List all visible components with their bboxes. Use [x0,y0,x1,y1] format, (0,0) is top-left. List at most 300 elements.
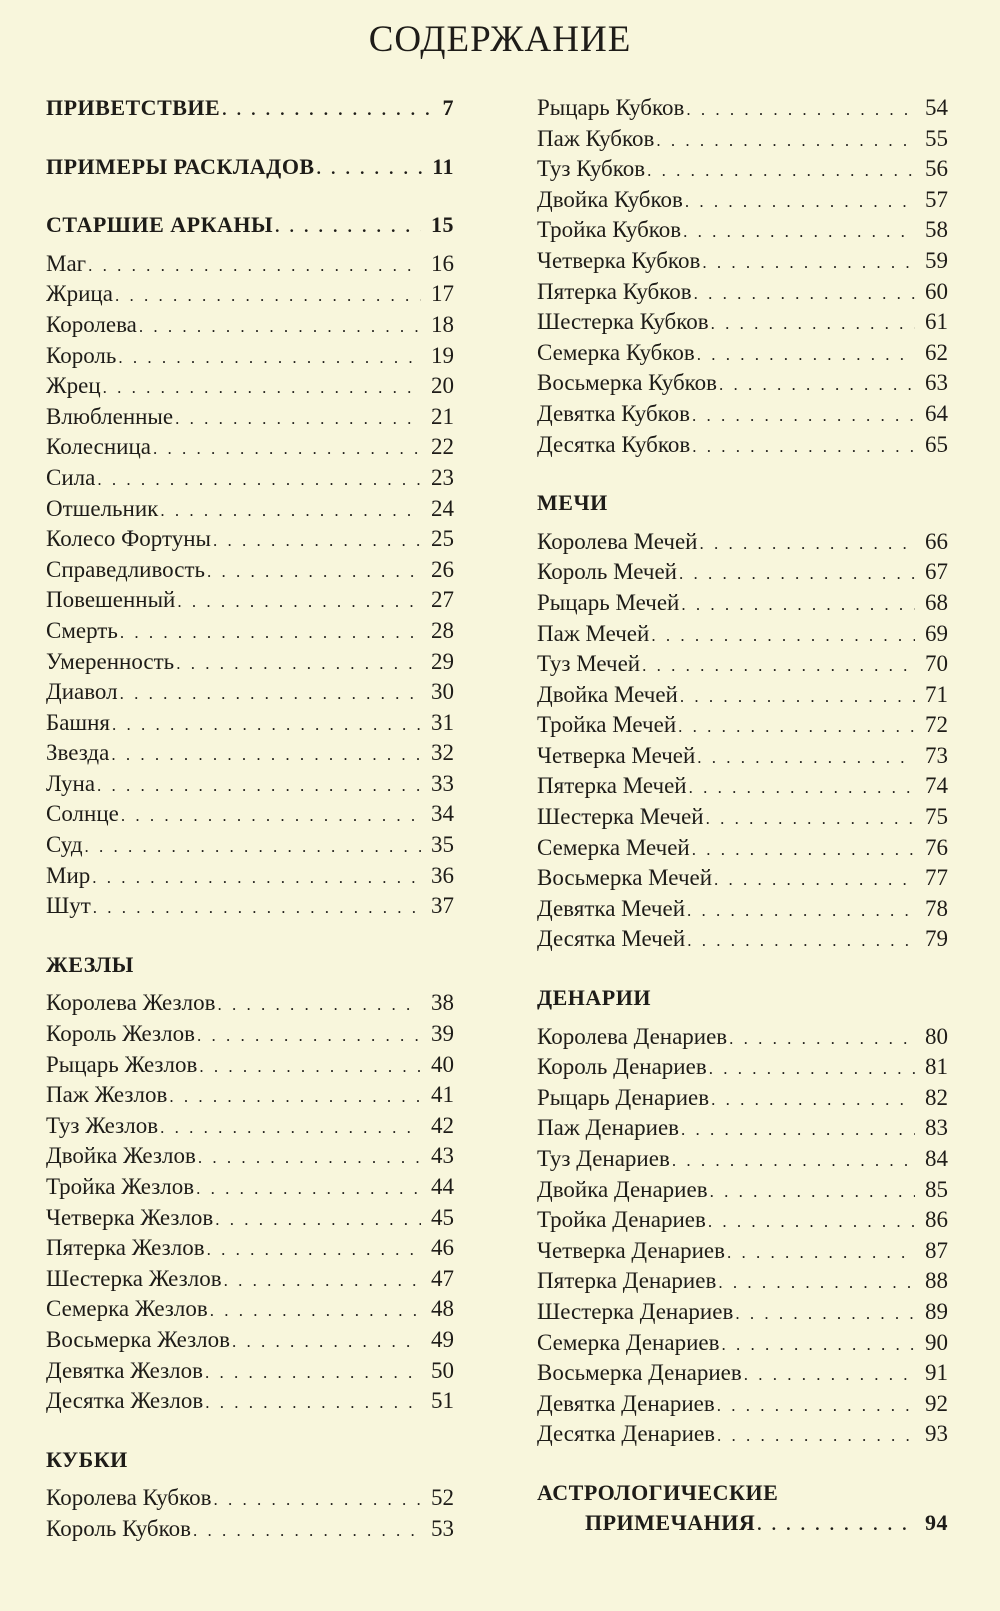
leader-dots [689,773,915,804]
entry-page: 42 [431,1112,454,1138]
toc-entry[interactable] [46,1080,454,1111]
entry-title: Король Жезлов [46,1021,195,1047]
toc-entry[interactable] [46,891,454,922]
entry-page: 29 [431,648,454,674]
leader-dots [719,370,915,401]
astro-heading-line1: АСТРОЛОГИЧЕСКИЕ [537,1479,779,1505]
entry-page: 39 [431,1021,454,1047]
leader-dots [97,771,421,802]
entry-page: 38 [431,990,454,1016]
leader-dots [205,1358,421,1389]
toc-entry[interactable] [537,124,948,155]
entry-title: Паж Жезлов [46,1082,168,1108]
toc-entry[interactable] [537,710,948,741]
toc-entry[interactable] [537,399,948,430]
entry-page: 79 [925,926,948,952]
leader-dots [697,743,915,774]
entry-page: 18 [431,311,454,337]
leader-dots [275,212,421,243]
leader-dots [686,95,915,126]
toc-entry[interactable] [537,185,948,216]
entry-title: Десятка Жезлов [46,1388,204,1414]
entry-page: 85 [925,1176,948,1202]
leader-dots [697,340,915,371]
leader-dots [198,1143,421,1174]
toc-entry[interactable] [46,1050,454,1081]
entry-page: 67 [925,559,948,585]
leader-dots [213,1485,421,1516]
entry-page: 59 [925,247,948,273]
entry-page: 51 [431,1388,454,1414]
entry-page: 7 [442,95,454,120]
leader-dots [744,1360,915,1391]
entry-title: Король Кубков [46,1515,191,1541]
entry-page: 81 [925,1054,948,1080]
entry-title: Шестерка Жезлов [46,1265,222,1291]
entry-title: Паж Денариев [537,1115,680,1141]
toc-left-column [46,93,454,1545]
toc-entry[interactable] [537,1083,948,1114]
entry-page: 58 [925,217,948,243]
toc-entry[interactable] [46,1172,454,1203]
toc-entry[interactable] [537,215,948,246]
toc-entry[interactable] [537,833,948,864]
entry-title: Повешенный [46,587,176,613]
toc-entry[interactable] [537,1144,948,1175]
entry-page: 86 [925,1207,948,1233]
entry-page: 57 [925,186,948,212]
entry-title: Отшельник [46,495,159,521]
entry-title: Восьмерка Жезлов [46,1326,231,1352]
toc-entry[interactable] [537,1389,948,1420]
leader-dots [92,863,421,894]
entry-title: Восьмерка Денариев [537,1360,742,1386]
entry-title: Двойка Жезлов [46,1143,196,1169]
entry-title: Тройка Денариев [537,1207,706,1233]
leader-dots [175,404,421,435]
toc-entry[interactable] [46,555,454,586]
entry-title: Король Денариев [537,1054,707,1080]
entry-title: Тройка Кубков [537,217,682,243]
toc-entry[interactable] [537,307,948,338]
toc-entry[interactable] [537,680,948,711]
entry-title: Рыцарь Денариев [537,1084,710,1110]
leader-dots [210,1296,421,1327]
toc-entry[interactable] [46,279,454,310]
entry-page: 73 [925,742,948,768]
entry-title: СТАРШИЕ АРКАНЫ [46,212,274,238]
entry-title: Десятка Денариев [537,1421,715,1447]
leader-dots [85,832,421,863]
toc-entry[interactable] [46,1325,454,1356]
toc-entry[interactable] [537,1052,948,1083]
entry-title: Семерка Денариев [537,1329,720,1355]
toc-entry[interactable] [537,771,948,802]
toc-entry[interactable] [46,677,454,708]
entry-title: Шестерка Кубков [537,309,709,335]
section-heading-arcana[interactable] [46,210,454,241]
toc-entry[interactable] [46,1386,454,1417]
entry-page: 68 [925,589,948,615]
leader-dots [160,1113,421,1144]
cups-list [46,1483,454,1544]
leader-dots [88,251,421,282]
toc-entry[interactable] [537,894,948,925]
toc-entry[interactable] [537,338,948,369]
entry-page: 66 [925,528,948,554]
leader-dots [680,682,915,713]
entry-page: 54 [925,95,948,120]
entry-page: 90 [925,1329,948,1355]
toc-entry[interactable] [46,1233,454,1264]
entry-title: Восьмерка Мечей [537,865,713,891]
toc-entry[interactable] [537,1266,948,1297]
toc-entry[interactable] [537,1358,948,1389]
leader-dots [222,95,432,126]
entry-page: 61 [925,309,948,335]
toc-entry[interactable] [537,924,948,955]
leader-dots [139,312,421,343]
entry-page: 17 [431,281,454,307]
leader-dots [711,1085,915,1116]
toc-entry[interactable] [46,402,454,433]
entry-page: 52 [431,1485,454,1511]
entry-title: Смерть [46,617,118,643]
leader-dots [710,1177,915,1208]
entry-title: Девятка Денариев [537,1390,715,1416]
toc-entry[interactable] [537,1113,948,1144]
leader-dots [727,1238,915,1269]
entry-page: 70 [925,651,948,677]
toc-entry[interactable] [537,588,948,619]
leader-dots [706,804,915,835]
toc-entry[interactable] [46,830,454,861]
leader-dots [112,710,421,741]
entry-title: ПРИВЕТСТВИЕ [46,95,221,120]
leader-dots [735,1299,915,1330]
swords-list [537,527,948,955]
leader-dots [115,281,421,312]
toc-entry[interactable] [46,738,454,769]
entry-page: 20 [431,373,454,399]
leader-dots [120,618,421,649]
leader-dots [177,587,421,618]
toc-entry[interactable] [46,861,454,892]
entry-page: 33 [431,770,454,796]
entry-page: 75 [925,804,948,830]
entry-page: 93 [925,1421,948,1447]
entry-title: Диавол [46,679,118,705]
leader-dots [647,156,915,187]
entry-title: Девятка Жезлов [46,1357,204,1383]
leader-dots [103,373,421,404]
leader-dots [681,1115,915,1146]
leader-dots [672,1146,915,1177]
entry-page: 19 [431,342,454,368]
entry-page: 63 [925,370,948,396]
leader-dots [692,835,915,866]
entry-page: 56 [925,156,948,182]
toc-entry[interactable] [46,152,454,183]
toc-entry[interactable] [537,368,948,399]
entry-page: 72 [925,712,948,738]
toc-entry[interactable] [537,430,948,461]
entry-title: Король Мечей [537,559,677,585]
entry-title: Двойка Кубков [537,186,683,212]
entry-page: 94 [925,1509,948,1535]
entry-title: Тройка Мечей [537,712,677,738]
entry-title: Королева Денариев [537,1023,728,1049]
entry-title: Пятерка Жезлов [46,1235,205,1261]
entry-title: Солнце [46,801,119,827]
entry-title: Жрец [46,373,101,399]
toc-entry[interactable] [46,371,454,402]
toc-entry[interactable] [537,619,948,650]
toc-entry-astro[interactable] [537,1508,948,1539]
entry-page: 24 [431,495,454,521]
entry-title: Тройка Жезлов [46,1174,195,1199]
entry-page: 45 [431,1204,454,1230]
entry-page: 46 [431,1235,454,1261]
toc-entry[interactable] [46,988,454,1019]
entry-title: Рыцарь Мечей [537,589,680,615]
toc-entry[interactable] [46,249,454,280]
entry-page: 31 [431,709,454,735]
entry-page: 16 [431,250,454,276]
leader-dots [679,559,915,590]
entry-page: 69 [925,620,948,646]
entry-page: 80 [925,1023,948,1049]
toc-entry[interactable] [46,310,454,341]
entry-page: 83 [925,1115,948,1141]
leader-dots [217,990,421,1021]
entry-page: 88 [925,1268,948,1294]
leader-dots [651,621,915,652]
entry-title: Сила [46,464,96,490]
entry-title: Суд [46,832,83,858]
toc-entry[interactable] [537,649,948,680]
entry-title: Королева Мечей [537,528,698,554]
leader-dots [317,154,423,185]
leader-dots [757,1510,915,1541]
wands-list [46,988,454,1416]
leader-dots [699,529,915,560]
entry-page: 41 [431,1082,454,1108]
entry-page: 74 [925,773,948,799]
toc-right-column [537,93,948,1539]
entry-title: Мир [46,862,91,888]
entry-title: Рыцарь Кубков [537,95,685,120]
entry-title: Туз Мечей [537,651,641,677]
entry-title: Десятка Мечей [537,926,686,952]
leader-dots [176,649,421,680]
entry-page: 92 [925,1390,948,1416]
toc-entry[interactable] [537,1175,948,1206]
toc-entry[interactable] [537,1297,948,1328]
entry-page: 78 [925,895,948,921]
entry-page: 11 [432,153,454,179]
leader-dots [93,893,421,924]
leader-dots [685,187,915,218]
entry-page: 15 [431,212,454,238]
leader-dots [153,434,421,465]
leader-dots [717,1421,915,1452]
toc-entry[interactable] [46,1294,454,1325]
entry-page: 43 [431,1143,454,1169]
toc-entry[interactable] [46,585,454,616]
entry-page: 84 [925,1146,948,1171]
toc-entry[interactable] [46,1356,454,1387]
leader-dots [160,496,421,527]
leader-dots [642,651,915,682]
leader-dots [687,896,915,927]
toc-entry[interactable] [46,432,454,463]
entry-title: Рыцарь Жезлов [46,1051,198,1077]
entry-page: 25 [431,526,454,552]
leader-dots [718,1268,915,1299]
toc-entry[interactable] [46,341,454,372]
toc-entry[interactable] [46,1111,454,1142]
entry-title: Паж Кубков [537,125,655,151]
toc-entry[interactable] [46,616,454,647]
leader-dots [215,1205,421,1236]
toc-entry[interactable] [537,1419,948,1450]
toc-entry[interactable] [46,494,454,525]
toc-entry[interactable] [46,93,454,124]
entry-title: Колесница [46,434,151,460]
entry-page: 40 [431,1051,454,1077]
leader-dots [207,557,421,588]
entry-page: 32 [431,740,454,766]
entry-title: Король [46,342,117,368]
entry-page: 55 [925,125,948,151]
entry-title: Колесо Фортуны [46,526,211,552]
leader-dots [120,679,421,710]
entry-page: 26 [431,556,454,582]
entry-title: Восьмерка Кубков [537,370,718,396]
entry-title: Шестерка Денариев [537,1298,734,1324]
toc-entry[interactable] [46,463,454,494]
leader-dots [199,1052,421,1083]
cups-continued-list [537,93,948,460]
toc-entry[interactable] [46,1514,454,1545]
toc-entry[interactable] [537,1022,948,1053]
toc-entry[interactable] [537,802,948,833]
entry-title: Пятерка Денариев [537,1268,717,1294]
entry-page: 50 [431,1357,454,1383]
entry-page: 37 [431,893,454,919]
entry-page: 34 [431,801,454,827]
entry-title: Справедливость [46,556,206,582]
leader-dots [683,217,915,248]
toc-entry[interactable] [537,93,948,124]
entry-page: 23 [431,464,454,490]
entry-page: 53 [431,1515,454,1541]
entry-title: ПРИМЕЧАНИЯ [585,1509,756,1535]
entry-title: Королева Кубков [46,1485,212,1511]
leader-dots [721,1330,915,1361]
toc-entry[interactable] [537,863,948,894]
leader-dots [729,1024,915,1055]
toc-entry[interactable] [537,154,948,185]
entry-title: Двойка Мечей [537,681,678,707]
toc-entry[interactable] [537,1205,948,1236]
toc-entry[interactable] [537,246,948,277]
entry-title: Туз Жезлов [46,1112,159,1138]
entry-page: 82 [925,1084,948,1110]
entry-title: Шут [46,893,91,919]
entry-title: Умеренность [46,648,175,674]
entry-page: 47 [431,1265,454,1291]
entry-title: Влюбленные [46,403,174,429]
section-heading-pentacles: ДЕНАРИИ [537,985,651,1011]
entry-title: Паж Мечей [537,620,650,646]
entry-title: Четверка Жезлов [46,1204,214,1230]
leader-dots [692,432,915,463]
leader-dots [193,1516,421,1547]
entry-title: Пятерка Мечей [537,773,687,799]
toc-entry[interactable] [46,799,454,830]
entry-page: 22 [431,434,454,460]
entry-page: 91 [925,1360,948,1386]
toc-entry[interactable] [46,1019,454,1050]
section-heading-cups: КУБКИ [46,1446,128,1472]
section-heading-wands: ЖЕЗЛЫ [46,951,134,977]
leader-dots [224,1266,421,1297]
entry-title: Семерка Жезлов [46,1296,208,1322]
entry-title: Звезда [46,740,110,766]
section-heading-swords: МЕЧИ [537,490,608,516]
toc-entry[interactable] [46,1203,454,1234]
arcana-list [46,249,454,922]
entry-title: Шестерка Мечей [537,804,704,830]
entry-title: Четверка Денариев [537,1237,725,1263]
entry-page: 60 [925,278,948,304]
entry-title: Королева [46,311,137,337]
entry-title: Девятка Кубков [537,400,691,426]
entry-title: Семерка Мечей [537,834,690,860]
entry-title: Луна [46,770,96,796]
leader-dots [97,465,421,496]
leader-dots [709,1054,915,1085]
toc-entry[interactable] [46,524,454,555]
entry-page: 77 [925,865,948,891]
toc-entry[interactable] [46,708,454,739]
entry-page: 76 [925,834,948,860]
toc-entry[interactable] [46,769,454,800]
entry-title: Четверка Кубков [537,247,701,273]
entry-page: 21 [431,403,454,429]
page-title: СОДЕРЖАНИЕ [368,19,632,60]
toc-entry[interactable] [537,741,948,772]
toc-entry[interactable] [46,1141,454,1172]
toc-entry[interactable] [46,647,454,678]
toc-entry[interactable] [46,1264,454,1295]
entry-page: 44 [431,1174,454,1199]
entry-page: 48 [431,1296,454,1322]
leader-dots [702,248,915,279]
entry-page: 28 [431,617,454,643]
leader-dots [678,712,915,743]
leader-dots [207,1235,421,1266]
toc-entry[interactable] [46,1483,454,1514]
toc-entry[interactable] [537,1236,948,1267]
toc-entry[interactable] [537,1328,948,1359]
entry-title: Двойка Денариев [537,1176,708,1202]
toc-entry[interactable] [537,527,948,558]
toc-entry[interactable] [537,277,948,308]
toc-entry[interactable] [537,557,948,588]
